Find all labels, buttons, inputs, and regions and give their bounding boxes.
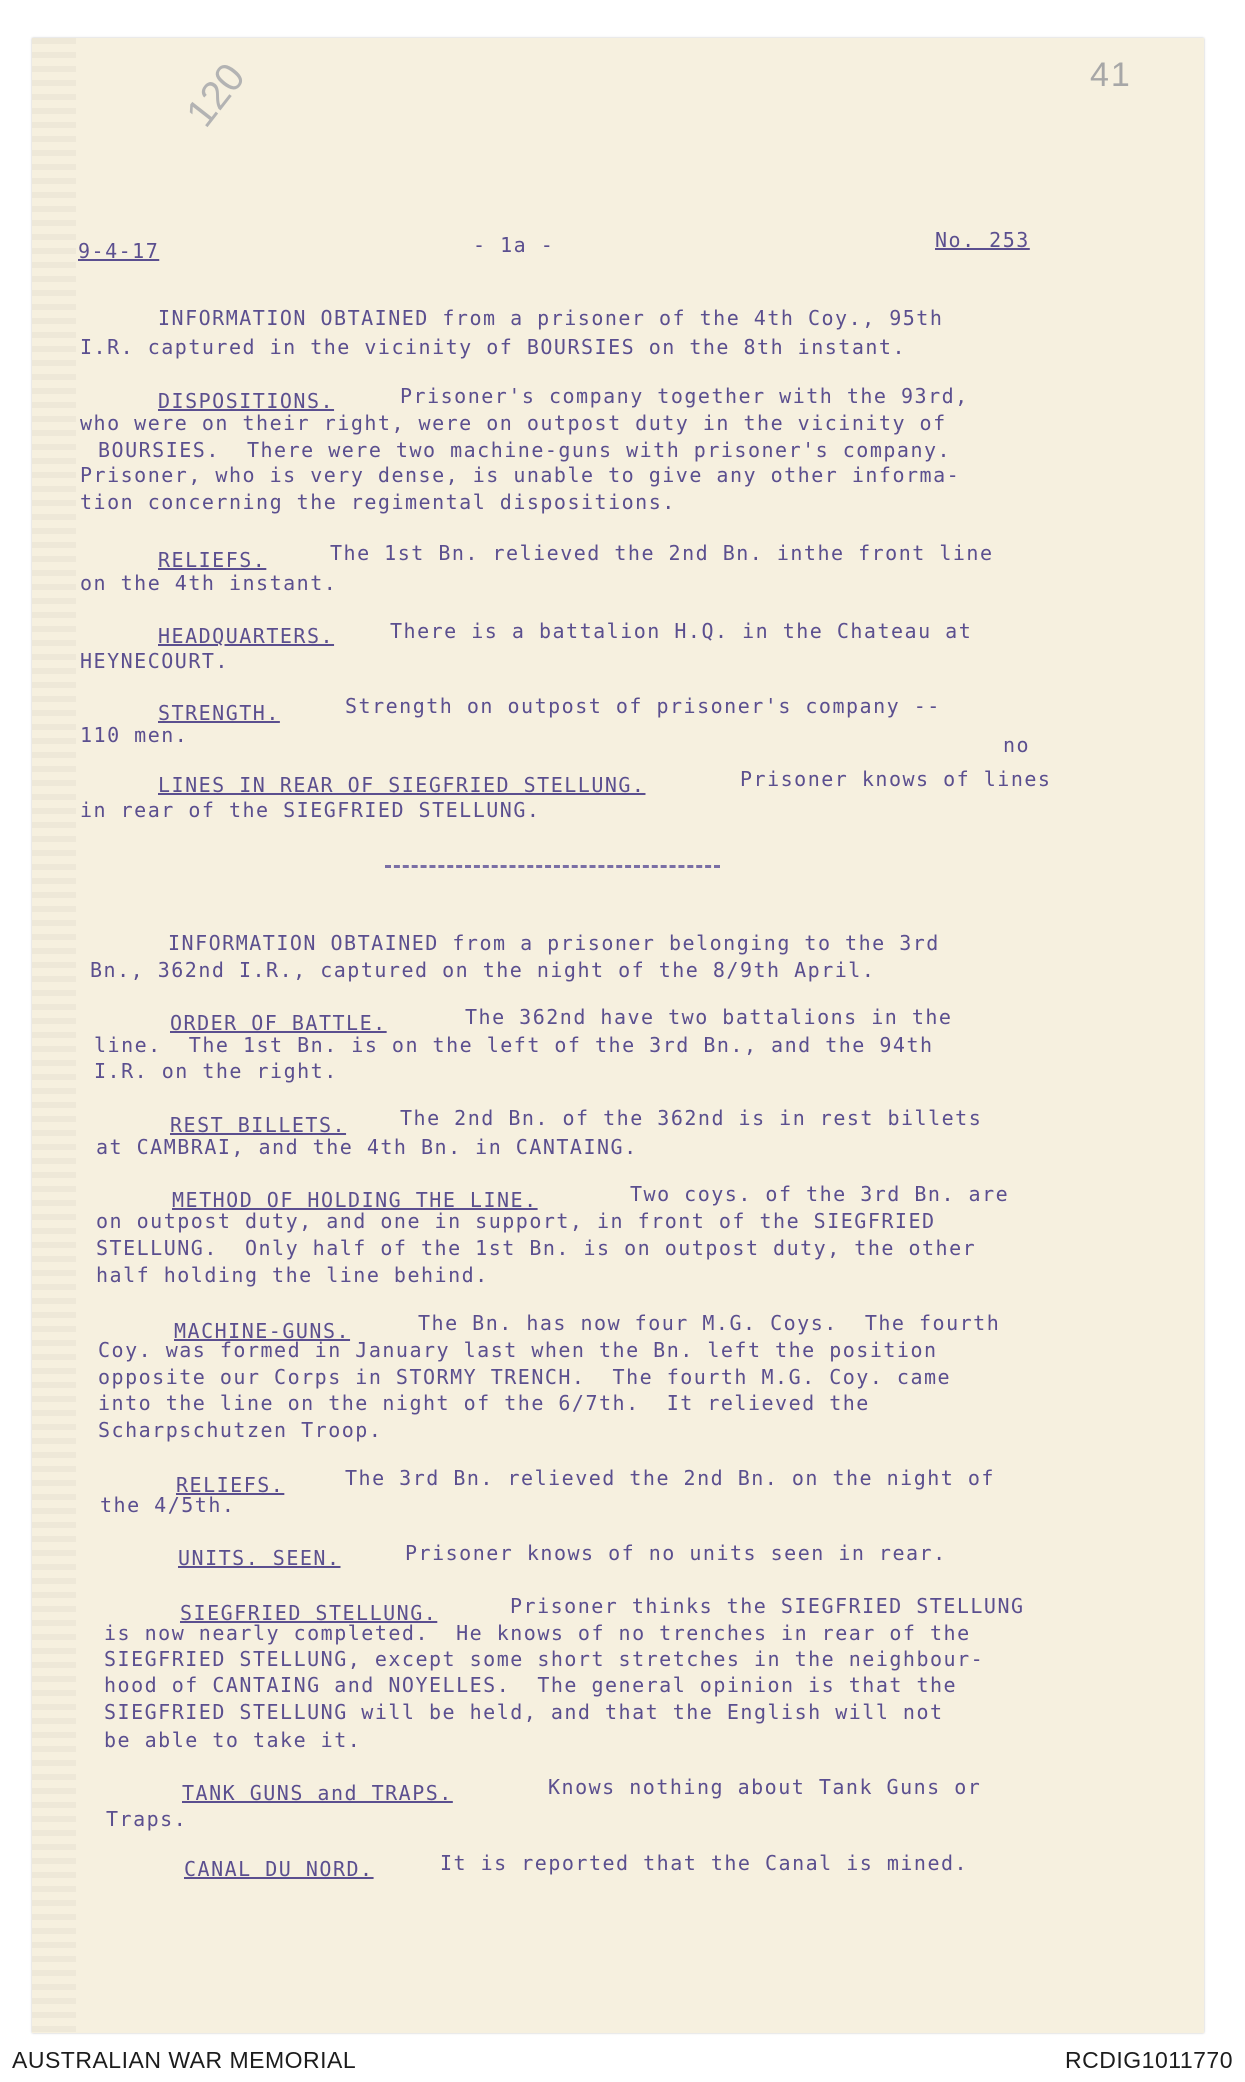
paragraph-line: is now nearly completed. He knows of no trenches in rear of the	[104, 1621, 971, 1645]
paragraph-line: half holding the line behind.	[96, 1263, 489, 1287]
paragraph-line: in rear of the SIEGFRIED STELLUNG.	[80, 798, 541, 822]
folio-number: 41	[1090, 56, 1132, 94]
section-heading: UNITS. SEEN.	[178, 1546, 341, 1570]
paragraph-line: I.R. on the right.	[94, 1059, 338, 1083]
paragraph-line: SIEGFRIED STELLUNG, except some short stretches in the neighbour-	[104, 1647, 985, 1671]
page-number: - 1a -	[473, 233, 555, 257]
section-heading: MACHINE-GUNS.	[174, 1319, 351, 1343]
paragraph-line: Prisoner, who is very dense, is unable to give any other informa-	[80, 463, 961, 487]
section-heading: ORDER OF BATTLE.	[170, 1011, 387, 1035]
section-heading: LINES IN REAR OF SIEGFRIED STELLUNG.	[158, 773, 646, 797]
section-heading: RELIEFS.	[158, 548, 267, 572]
intro-line: INFORMATION OBTAINED from a prisoner of the 4th Coy., 95th	[158, 306, 944, 330]
paragraph-line: on outpost duty, and one in support, in front of the SIEGFRIED	[96, 1209, 936, 1233]
paragraph-line: BOURSIES. There were two machine-guns with prisoner's company.	[98, 438, 952, 462]
paragraph-line: There is a battalion H.Q. in the Chateau at	[390, 619, 973, 643]
section-heading: CANAL DU NORD.	[184, 1857, 374, 1881]
paragraph-line: Prisoner knows of lines	[740, 767, 1052, 791]
paragraph-line: into the line on the night of the 6/7th. It relieved the	[98, 1391, 870, 1415]
paragraph-line: Prisoner knows of no units seen in rear.	[405, 1541, 947, 1565]
section-heading: REST BILLETS.	[170, 1113, 347, 1137]
paragraph-line: The Bn. has now four M.G. Coys. The fourth	[418, 1311, 1001, 1335]
paragraph-line: Strength on outpost of prisoner's company --	[345, 694, 941, 718]
paragraph-line: Coy. was formed in January last when the Bn. left the position	[98, 1338, 938, 1362]
paragraph-line: Traps.	[106, 1807, 188, 1831]
section-heading: HEADQUARTERS.	[158, 624, 335, 648]
paragraph-line: who were on their right, were on outpost duty in the vicinity of	[80, 411, 947, 435]
paragraph-line: be able to take it.	[104, 1728, 362, 1752]
paragraph-line: tion concerning the regimental dispositions.	[80, 490, 676, 514]
paragraph-line: line. The 1st Bn. is on the left of the 3rd Bn., and the 94th	[94, 1033, 934, 1057]
intro-line: I.R. captured in the vicinity of BOURSIES on the 8th instant.	[80, 335, 907, 359]
paragraph-line: Prisoner's company together with the 93rd,	[400, 384, 969, 408]
paragraph-line: The 2nd Bn. of the 362nd is in rest billets	[400, 1106, 983, 1130]
paragraph-line: Knows nothing about Tank Guns or	[548, 1775, 982, 1799]
archive-credit: AUSTRALIAN WAR MEMORIAL	[12, 2047, 357, 2073]
paragraph-line: Scharpschutzen Troop.	[98, 1418, 383, 1442]
pencil-number: 120	[178, 55, 254, 136]
handwritten-insert: no	[1003, 733, 1031, 757]
intro-line: INFORMATION OBTAINED from a prisoner belonging to the 3rd	[168, 931, 940, 955]
paragraph-line: SIEGFRIED STELLUNG will be held, and that the English will not	[104, 1700, 944, 1724]
section-heading: RELIEFS.	[176, 1473, 285, 1497]
paragraph-line: STELLUNG. Only half of the 1st Bn. is on outpost duty, the other	[96, 1236, 977, 1260]
paragraph-line: opposite our Corps in STORMY TRENCH. The fourth M.G. Coy. came	[98, 1365, 952, 1389]
section-separator	[385, 865, 720, 868]
section-heading: METHOD OF HOLDING THE LINE.	[172, 1188, 538, 1212]
document-date: 9-4-17	[78, 239, 160, 263]
paragraph-line: at CAMBRAI, and the 4th Bn. in CANTAING.	[96, 1135, 638, 1159]
record-id: RCDIG1011770	[1065, 2047, 1233, 2073]
paragraph-line: Two coys. of the 3rd Bn. are	[630, 1182, 1010, 1206]
section-heading: TANK GUNS and TRAPS.	[182, 1781, 453, 1805]
paragraph-line: hood of CANTAING and NOYELLES. The general opinion is that the	[104, 1673, 958, 1697]
paragraph-line: The 3rd Bn. relieved the 2nd Bn. on the night of	[345, 1466, 995, 1490]
paragraph-line: The 362nd have two battalions in the	[465, 1005, 953, 1029]
section-heading: STRENGTH.	[158, 701, 280, 725]
paragraph-line: the 4/5th.	[100, 1493, 236, 1517]
section-heading: SIEGFRIED STELLUNG.	[180, 1601, 438, 1625]
paragraph-line: 110 men.	[80, 723, 189, 747]
paragraph-line: Prisoner thinks the SIEGFRIED STELLUNG	[510, 1594, 1025, 1618]
paragraph-line: It is reported that the Canal is mined.	[440, 1851, 969, 1875]
document-number: No. 253	[935, 228, 1030, 252]
paragraph-line: on the 4th instant.	[80, 571, 338, 595]
section-heading: DISPOSITIONS.	[158, 389, 335, 413]
paragraph-line: The 1st Bn. relieved the 2nd Bn. inthe front line	[330, 541, 994, 565]
intro-line: Bn., 362nd I.R., captured on the night of the 8/9th April.	[90, 958, 876, 982]
paragraph-line: HEYNECOURT.	[80, 649, 229, 673]
